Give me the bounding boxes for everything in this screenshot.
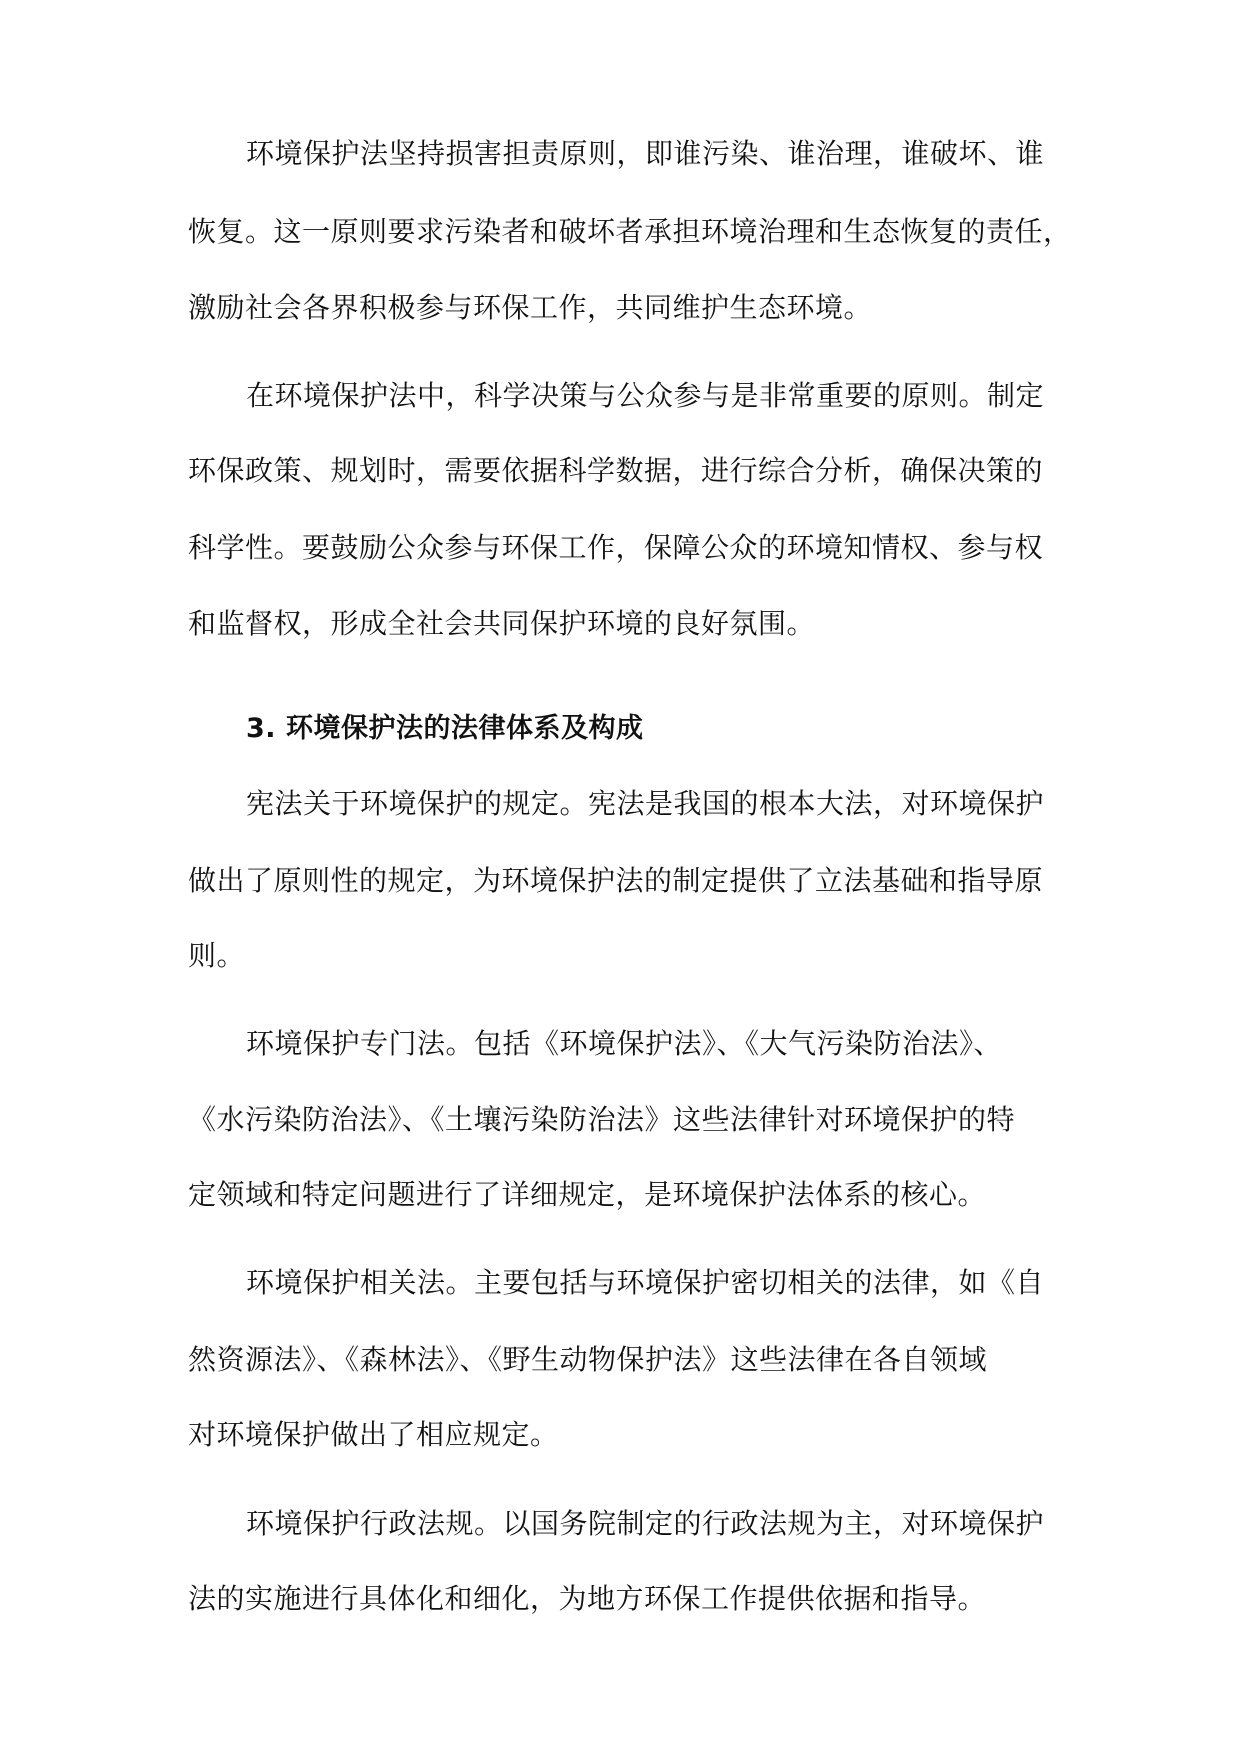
paragraph-4-line-2: 《水污染防治法》、《土壤污染防治法》这些法律针对环境保护的特 [188, 1103, 1016, 1136]
paragraph-5-line-3: 对环境保护做出了相应规定。 [188, 1418, 559, 1451]
paragraph-2-line-2: 环保政策、规划时，需要依据科学数据，进行综合分析，确保决策的 [188, 454, 1044, 487]
paragraph-1-line-1: 环境保护法坚持损害担责原则，即谁污染、谁治理，谁破坏、谁 [246, 137, 1045, 170]
paragraph-2-line-3: 科学性。要鼓励公众参与环保工作，保障公众的环境知情权、参与权 [188, 531, 1044, 564]
paragraph-6-line-1: 环境保护行政法规。以国务院制定的行政法规为主，对环境保护 [246, 1507, 1045, 1540]
paragraph-3-line-3: 则。 [188, 939, 246, 972]
paragraph-4-line-3: 定领域和特定问题进行了详细规定，是环境保护法体系的核心。 [188, 1178, 987, 1211]
paragraph-1-line-2: 恢复。这一原则要求污染者和破坏者承担环境治理和生态恢复的责任， [188, 215, 1072, 248]
section-heading: 3. 环境保护法的法律体系及构成 [246, 713, 644, 744]
paragraph-3-line-1: 宪法关于环境保护的规定。宪法是我国的根本大法，对环境保护 [246, 787, 1045, 820]
paragraph-3-line-2: 做出了原则性的规定，为环境保护法的制定提供了立法基础和指导原 [188, 864, 1044, 897]
paragraph-2-line-4: 和监督权，形成全社会共同保护环境的良好氛围。 [188, 607, 816, 640]
paragraph-5-line-2: 然资源法》、《森林法》、《野生动物保护法》这些法律在各自领域 [188, 1343, 988, 1376]
paragraph-5-line-1: 环境保护相关法。主要包括与环境保护密切相关的法律，如《自 [246, 1266, 1045, 1299]
paragraph-2-line-1: 在环境保护法中，科学决策与公众参与是非常重要的原则。制定 [246, 379, 1045, 412]
paragraph-4-line-1: 环境保护专门法。包括《环境保护法》、《大气污染防治法》、 [246, 1027, 1003, 1060]
paragraph-1-line-3: 激励社会各界积极参与环保工作，共同维护生态环境。 [188, 291, 873, 324]
paragraph-6-line-2: 法的实施进行具体化和细化，为地方环保工作提供依据和指导。 [188, 1582, 987, 1615]
